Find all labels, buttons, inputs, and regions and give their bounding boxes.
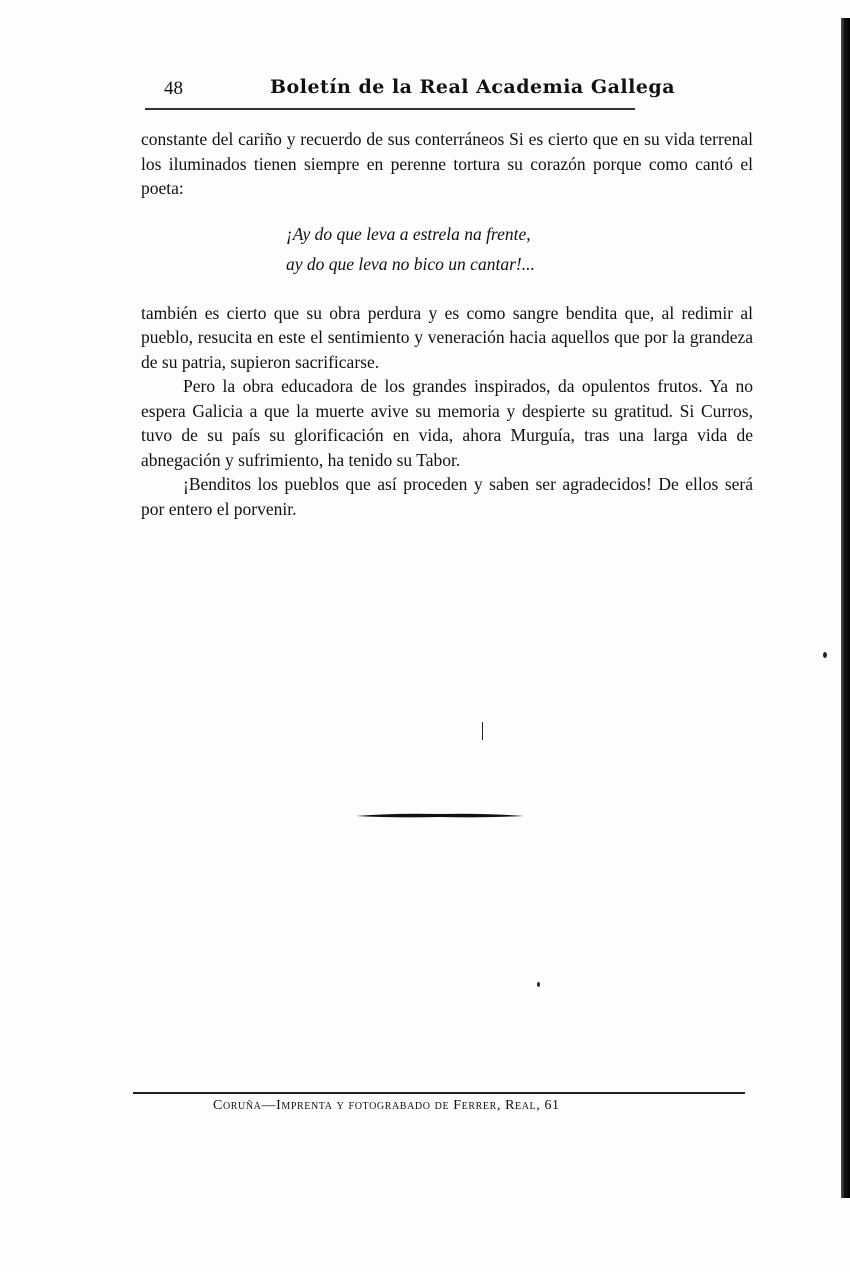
paragraph: ¡Benditos los pueblos que así proceden y saben ser agradecidos! De ellos será por entero el porvenir. [141,474,753,519]
verse-quote [141,219,753,279]
verse-line: ay do que leva no bico un cantar!... [286,253,535,274]
paragraph: Pero la obra educadora de los grandes inspirados, da opulentos frutos. Ya no espera Galicia a que la muerte avive su memoria y despierte su gratitud. Si Curros, tuvo de su país su glorificación en vida, ahora Murguía, tras una larga vida de abnegación y sufrimiento, ha tenido su Tabor. [141,376,753,470]
body-text [141,127,753,521]
scan-speck [482,722,483,740]
header-rule [145,108,635,110]
page-header [160,76,676,106]
footer-rule [133,1092,745,1094]
running-title: Boletín de la Real Academia Gallega [270,76,676,98]
paragraph: constante del cariño y recuerdo de sus conterráneos Si es cierto que en su vida terrenal los iluminados tienen siempre en perenne tortura su corazón porque como cantó el poeta: [141,129,753,198]
printer-imprint: Coruña—Imprenta y fotograbado de Ferrer, Real, 61 [213,1098,560,1113]
paragraph: también es cierto que su obra perdura y es como sangre bendita que, al redimir al pueblo, resucita en este el sentimiento y veneración hacia aquellos que por la grandeza de su patria, supieron sacrificarse. [141,302,753,372]
scan-speck [537,982,540,987]
end-ornament-rule [354,810,526,820]
page-number: 48 [164,78,183,99]
scan-speck [823,652,827,658]
scan-edge-shadow [841,18,850,1198]
verse-line: ¡Ay do que leva a estrela na frente, [286,223,531,244]
